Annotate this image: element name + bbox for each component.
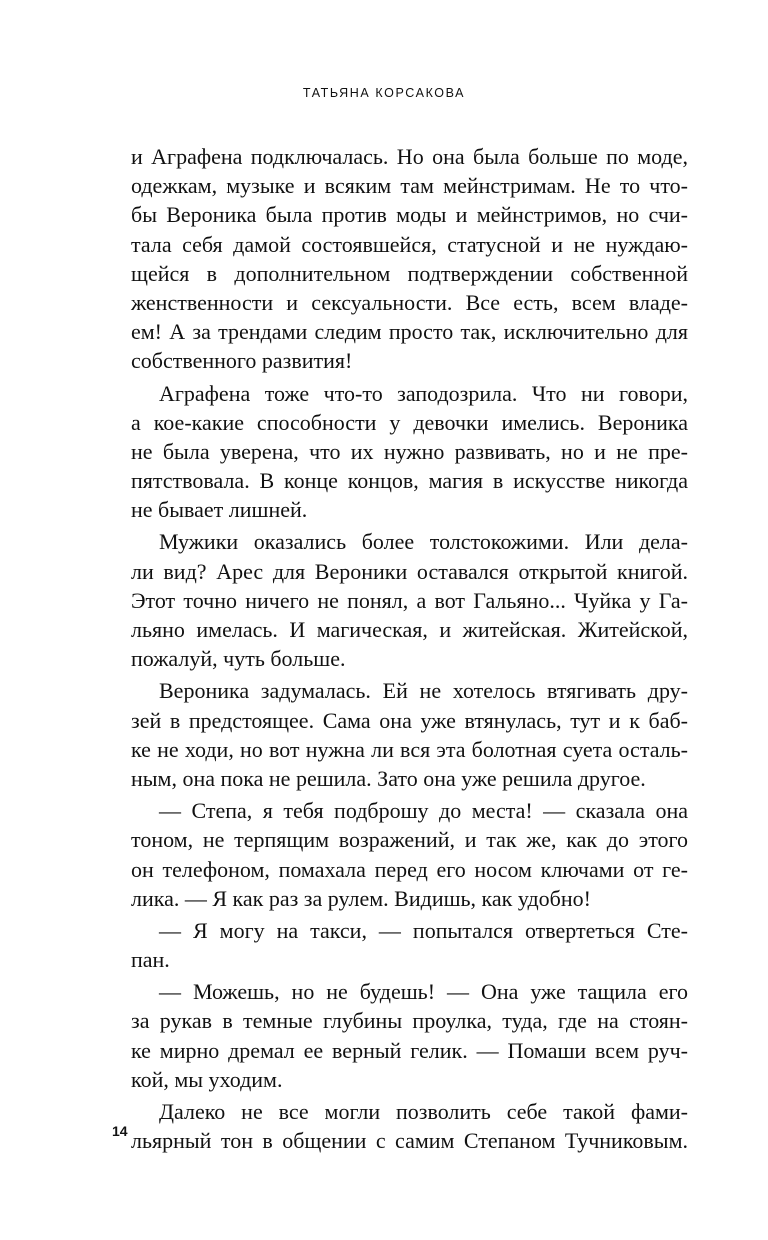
paragraph-2: [131, 379, 688, 525]
paragraph-5: [131, 796, 688, 913]
paragraph-3: [131, 527, 688, 673]
text-line: Аграфена тоже что-то заподозрила. Что ни говори,: [159, 380, 688, 406]
text-line: пан.: [131, 947, 170, 973]
text-line: лика. — Я как раз за рулем. Видишь, как удобно!: [131, 885, 591, 911]
text-line: Этот точно ничего не понял, а вот Гальяно... Чуйка у Га-: [131, 587, 688, 613]
paragraph-8: [131, 1097, 688, 1155]
text-line: зей в предстоящее. Сама она уже втянулась, тут и к баб-: [131, 707, 688, 733]
paragraph-4: [131, 676, 688, 793]
text-line: за рукав в темные глубины проулка, туда, где на стоян-: [131, 1008, 688, 1034]
text-line: собственного развития!: [131, 348, 353, 374]
text-line: пятствовала. В конце концов, магия в искусстве никогда: [131, 468, 688, 494]
text-line: кой, мы уходим.: [131, 1066, 283, 1092]
text-line: — Степа, я тебя подброшу до места! — сказала она: [159, 798, 688, 824]
text-line: бы Вероника была против моды и мейнстримов, но счи-: [131, 202, 688, 228]
page-number: 14: [112, 1123, 128, 1139]
text-line: щейся в дополнительном подтверждении собственной: [131, 260, 688, 286]
text-line: одежкам, музыке и всяким там мейнстримам. Не то что-: [131, 173, 688, 199]
paragraph-7: [131, 977, 688, 1094]
text-line: Вероника задумалась. Ей не хотелось втягивать дру-: [159, 678, 688, 704]
text-line: — Я могу на такси, — попытался отвертеться Сте-: [159, 917, 688, 943]
text-line: Далеко не все могли позволить себе такой фами-: [159, 1099, 688, 1124]
text-line: не была уверена, что их нужно развивать, но и не пре-: [131, 438, 688, 464]
text-line: — Можешь, но не будешь! — Она уже тащила его: [159, 979, 688, 1005]
text-line: а кое-какие способности у девочки имелись. Вероника: [131, 409, 688, 435]
paragraph-1: [131, 142, 688, 376]
text-line: ке мирно дремал ее верный гелик. — Помаши всем руч-: [131, 1037, 688, 1063]
text-line: и Аграфена подключалась. Но она была больше по моде,: [131, 144, 688, 169]
text-line: не бывает лишней.: [131, 497, 308, 523]
text-line: Мужики оказались более толстокожими. Или дела-: [159, 529, 688, 555]
body-text: [131, 142, 688, 1155]
text-line: пожалуй, чуть больше.: [131, 646, 346, 672]
text-line: ем! А за трендами следим просто так, исключительно для: [131, 319, 688, 345]
text-line: тала себя дамой состоявшейся, статусной и не нуждаю-: [131, 231, 688, 257]
running-head: ТАТЬЯНА КОРСАКОВА: [302, 86, 466, 100]
text-line: ным, она пока не решила. Зато она уже решила другое.: [131, 765, 646, 791]
text-line: он телефоном, помахала перед его носом ключами от ге-: [131, 856, 688, 882]
text-line: ке не ходи, но вот нужна ли вся эта болотная суета осталь-: [131, 736, 688, 762]
text-line: женственности и сексуальности. Все есть, всем владе-: [131, 289, 688, 315]
paragraph-6: [131, 916, 688, 974]
text-line: льяно имелась. И магическая, и житейская. Житейской,: [131, 617, 688, 642]
text-line: ли вид? Арес для Вероники оставался открытой книгой.: [131, 558, 688, 584]
text-line: тоном, не терпящим возражений, и так же, как до этого: [131, 827, 688, 853]
text-line: льярный тон в общении с самим Степаном Тучниковым.: [131, 1128, 688, 1154]
